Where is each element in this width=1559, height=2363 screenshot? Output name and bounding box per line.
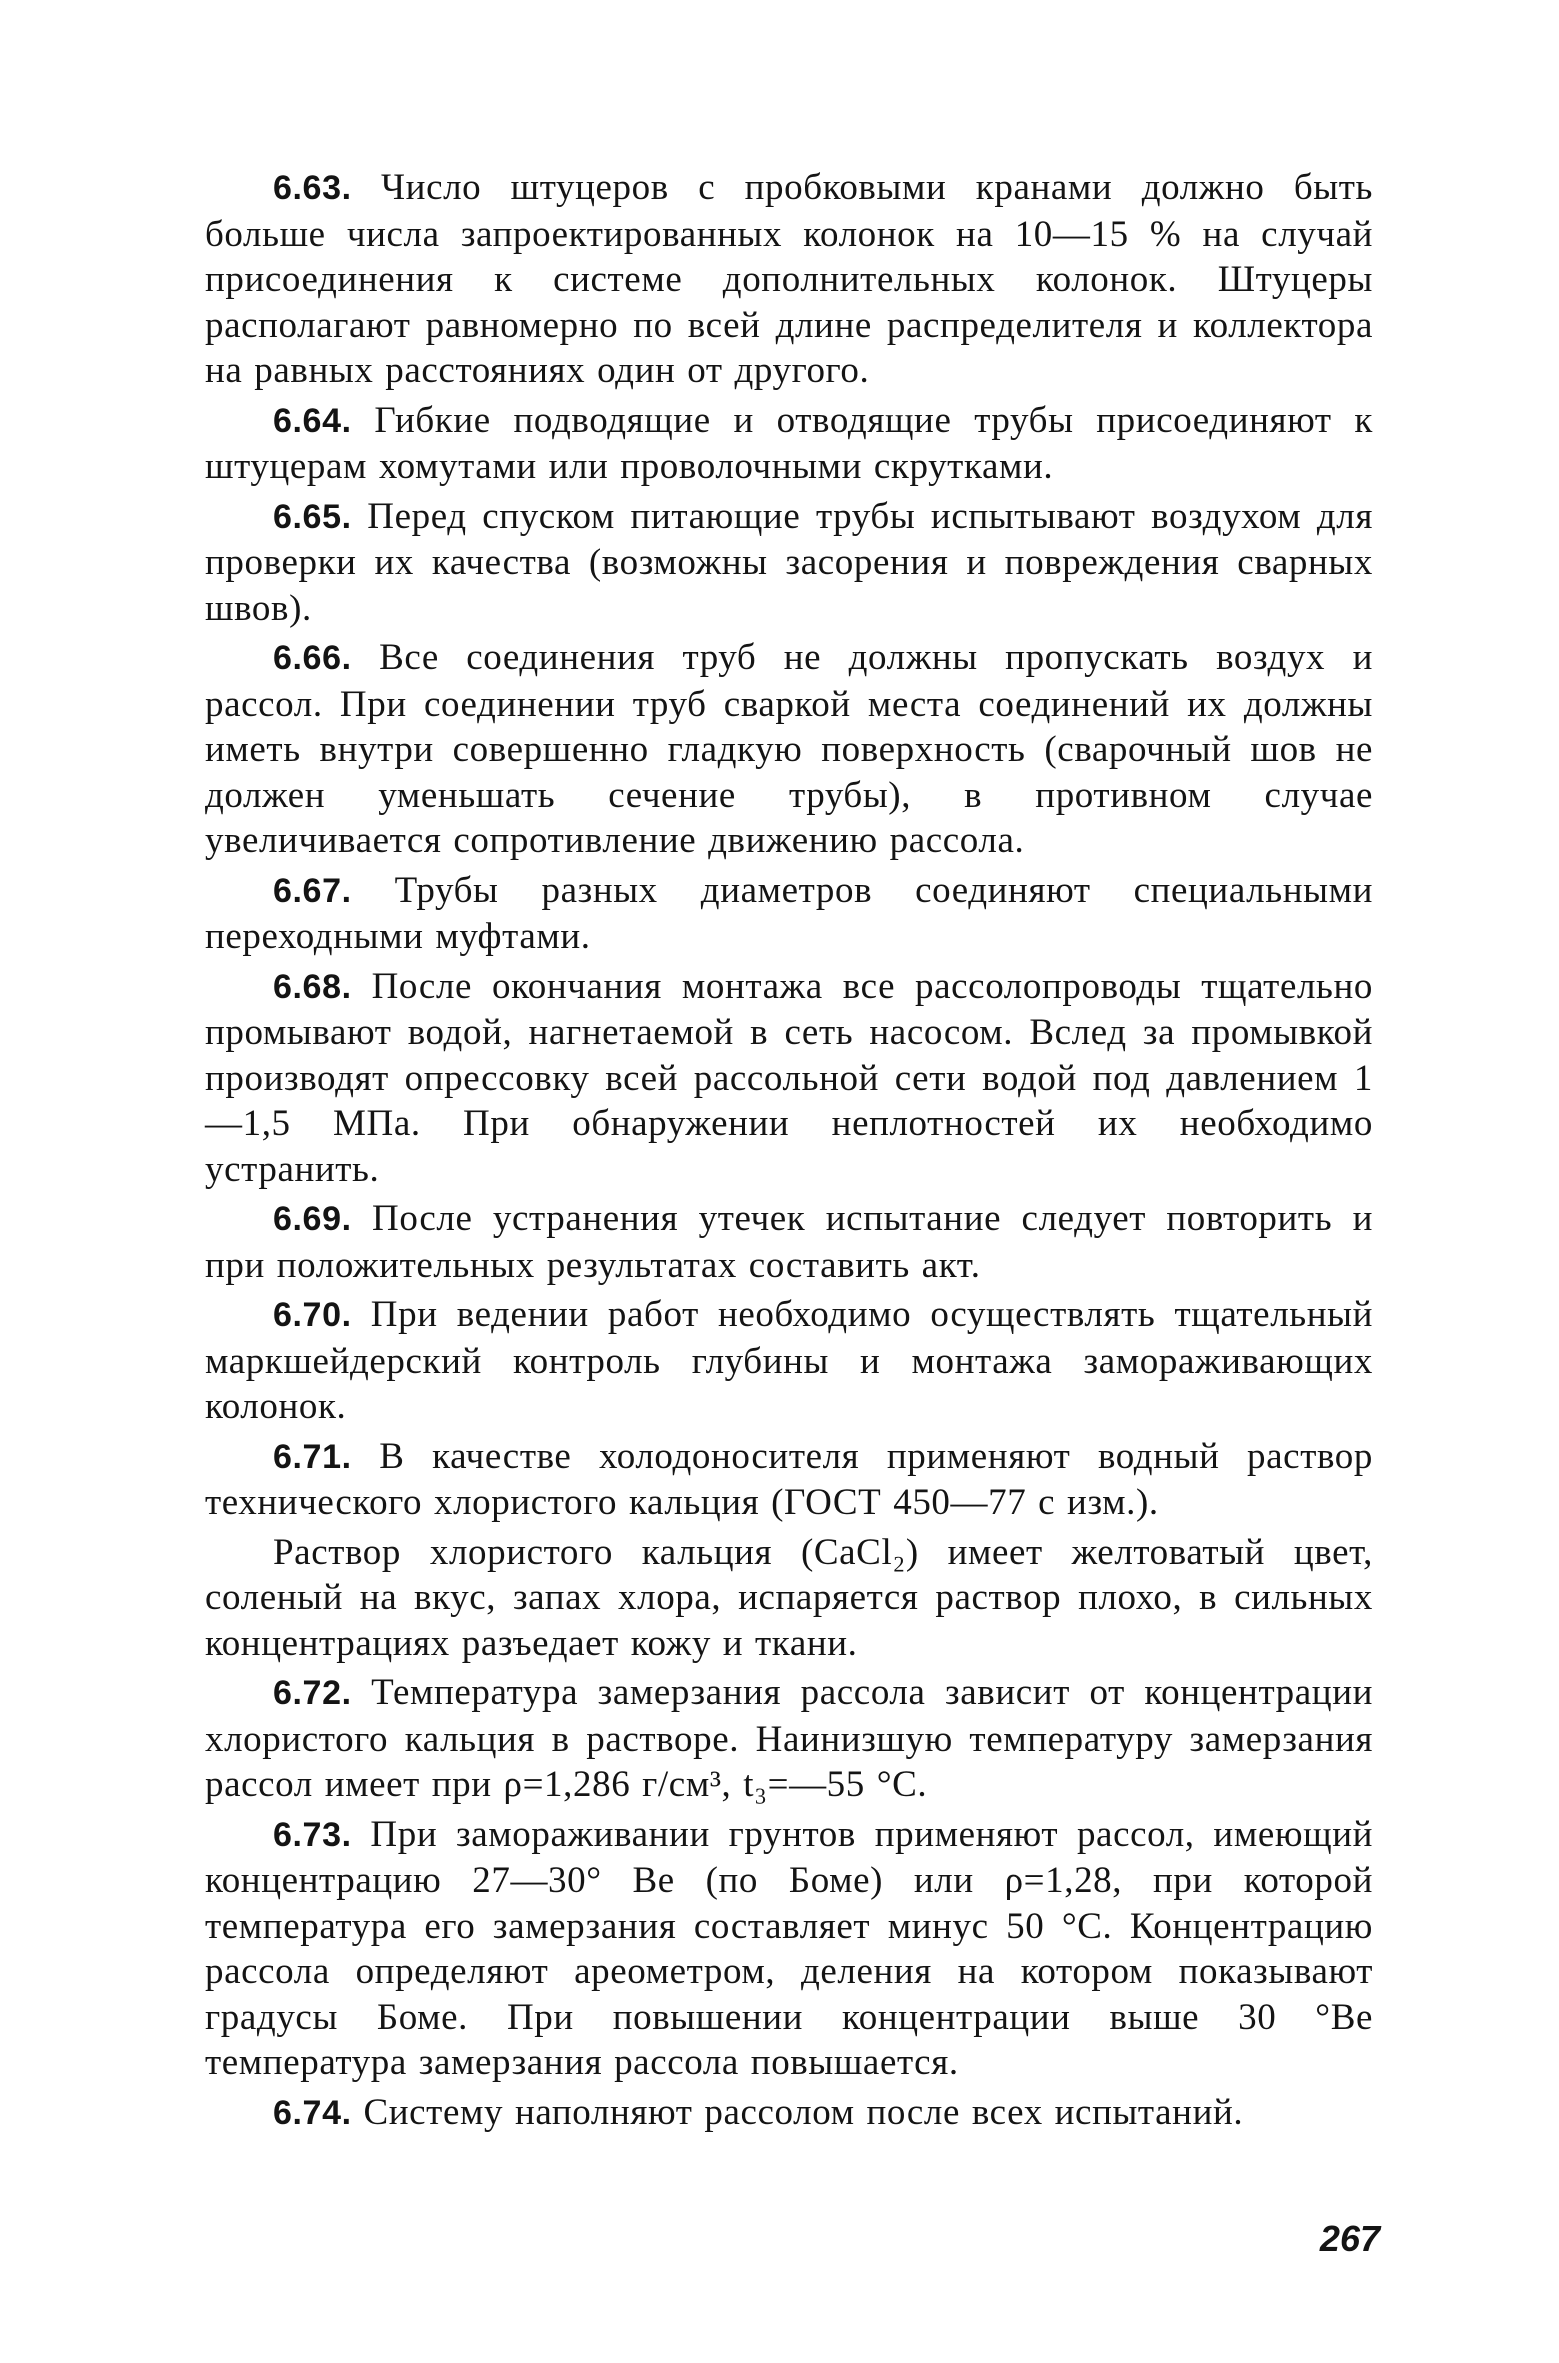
clause-number: 6.68. xyxy=(273,967,352,1006)
clause-number: 6.70. xyxy=(273,1296,352,1334)
clause-number: 6.74. xyxy=(273,2093,352,2132)
clause-text: Трубы разных диаметров соединяют специальными переходными муфтами. xyxy=(205,869,1373,957)
paragraph-6-67 xyxy=(205,868,1373,960)
clause-text: После устранения утечек испытание следует повторить и при положительных результатах составить акт. xyxy=(205,1198,1373,1286)
paragraph-6-65 xyxy=(205,494,1373,632)
clause-number: 6.64. xyxy=(273,401,352,440)
clause-text: Число штуцеров с пробковыми кранами должно быть больше числа запроектированных колонок на 10—15 % на случай присоединения к системе дополнительных колонок. Штуцеры располагают равномерно по всей длине распределителя и коллектора на равных расстояниях один от другого. xyxy=(205,167,1373,391)
clause-text: В качестве холодоносителя применяют водный раствор технического хлористого кальция (ГОСТ 450—77 с изм.). xyxy=(205,1435,1373,1523)
paragraph-cacl2-description xyxy=(205,1530,1373,1667)
clause-text: Систему наполняют рассолом после всех испытаний. xyxy=(363,2091,1244,2133)
paragraph-6-74 xyxy=(205,2090,1373,2137)
clause-text: Все соединения труб не должны пропускать воздух и рассол. При соединении труб сваркой места соединений их должны иметь внутри совершенно гладкую поверхность (сварочный шов не должен уменьшать сечение трубы), в противном случае увеличивается сопротивление движению рассола. xyxy=(205,637,1373,861)
paragraph-6-73 xyxy=(205,1812,1373,2086)
clause-text: Раствор хлористого кальция (CaCl₂) имеет желтоватый цвет, соленый на вкус, запах хлора, испаряется раствор плохо, в сильных концентрациях разъедает кожу и ткани. xyxy=(205,1531,1373,1664)
paragraph-6-70 xyxy=(205,1292,1373,1430)
clause-text: Гибкие подводящие и отводящие трубы присоединяют к штуцерам хомутами или проволочными скрутками. xyxy=(205,399,1373,487)
clause-number: 6.69. xyxy=(273,1200,352,1238)
clause-text: Перед спуском питающие трубы испытывают воздухом для проверки их качества (возможны засорения и повреждения сварных швов). xyxy=(205,495,1373,629)
clause-number: 6.66. xyxy=(273,639,352,677)
clause-text: При ведении работ необходимо осуществлять тщательный маркшейдерский контроль глубины и монтажа замораживающих колонок. xyxy=(205,1294,1374,1427)
clause-number: 6.65. xyxy=(273,497,352,536)
paragraph-6-63 xyxy=(205,165,1373,394)
paragraph-6-69 xyxy=(205,1196,1373,1288)
paragraph-6-64 xyxy=(205,398,1373,490)
paragraph-6-71 xyxy=(205,1434,1373,1526)
clause-number: 6.67. xyxy=(273,871,352,910)
clause-number: 6.71. xyxy=(273,1437,352,1476)
clause-text: Температура замерзания рассола зависит от концентрации хлористого кальция в растворе. Наинизшую температуру замерзания рассол имеет при ρ=1,286 г/см³, t₃=—55 °С. xyxy=(205,1672,1373,1805)
page-number: 267 xyxy=(1319,2218,1380,2259)
clause-text: При замораживании грунтов применяют рассол, имеющий концентрацию 27—30° Ве (по Боме) или ρ=1,28, при которой температура его замерзания составляет минус 50 °С. Концентрацию рассола определяют ареометром, деления на котором показывают градусы Боме. При повышении концентрации выше 30 °Ве температура замерзания рассола повышается. xyxy=(205,1813,1373,2083)
paragraph-6-72 xyxy=(205,1670,1373,1808)
clause-text: После окончания монтажа все рассолопроводы тщательно промывают водой, нагнетаемой в сеть насосом. Вслед за промывкой производят опрессовку всей рассольной сети водой под давлением 1—1,5 МПа. При обнаружении неплотностей их необходимо устранить. xyxy=(205,965,1373,1190)
clause-number: 6.72. xyxy=(273,1674,352,1712)
clause-number: 6.73. xyxy=(273,1815,352,1854)
paragraph-6-66 xyxy=(205,635,1373,864)
document-body xyxy=(205,165,1373,2140)
clause-number: 6.63. xyxy=(273,169,352,207)
paragraph-6-68 xyxy=(205,964,1373,1193)
